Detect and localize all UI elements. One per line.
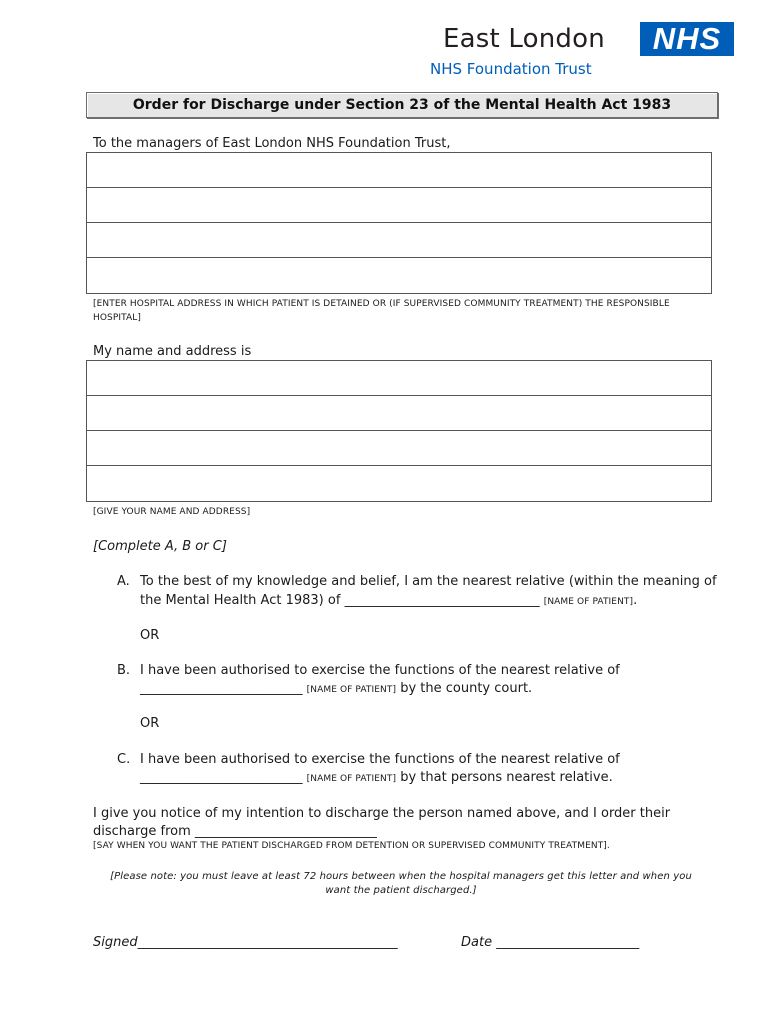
signature-field[interactable]: ________________________________________ (137, 935, 398, 950)
org-subtitle: NHS Foundation Trust (430, 60, 592, 78)
or-separator: OR (140, 628, 160, 643)
discharge-notice: I give you notice of my intention to discharge the person named above, and I order their (93, 806, 671, 821)
option-a-patient-name-field[interactable]: ______________________________ (344, 593, 540, 608)
option-b-text-cont (140, 681, 532, 696)
option-b-patient-name-field[interactable]: _________________________ (140, 681, 303, 696)
hospital-address-line[interactable] (87, 153, 711, 188)
name-address-intro: My name and address is (93, 344, 252, 359)
discharge-caption: [SAY WHEN YOU WANT THE PATIENT DISCHARGED FROM DETENTION OR SUPERVISED COMMUNITY TREATMENT]. (93, 841, 610, 851)
org-name: East London (443, 24, 605, 54)
name-address-line[interactable] (87, 361, 711, 396)
hospital-address-line[interactable] (87, 223, 711, 258)
option-b-label: B. (117, 663, 131, 678)
or-separator: OR (140, 716, 160, 731)
name-address-line[interactable] (87, 431, 711, 466)
hospital-address-caption: [ENTER HOSPITAL ADDRESS IN WHICH PATIENT IS DETAINED OR (IF SUPERVISED COMMUNITY TREATMENT) THE RESPONSIBLE (93, 299, 670, 309)
note-line2: want the patient discharged.] (325, 885, 477, 896)
name-address-line[interactable] (87, 466, 711, 501)
option-c-text-cont (140, 770, 613, 785)
option-b-end: by the county court. (396, 681, 533, 696)
nhs-logo-text: NHS (652, 21, 722, 56)
option-a-period: . (633, 593, 638, 608)
date-field[interactable]: ______________________ (496, 935, 640, 950)
option-a-text: To the best of my knowledge and belief, I am the nearest relative (within the meaning of (140, 574, 717, 589)
option-a-text-cont (140, 593, 637, 608)
option-a-label: A. (117, 574, 130, 589)
option-b-patient-tag: [NAME OF PATIENT] (306, 685, 397, 695)
option-c-end: by that persons nearest relative. (396, 770, 613, 785)
hospital-address-field[interactable] (86, 152, 712, 294)
date-row (461, 935, 639, 950)
option-c-patient-tag: [NAME OF PATIENT] (306, 774, 397, 784)
name-address-caption: [GIVE YOUR NAME AND ADDRESS] (93, 507, 251, 517)
discharge-notice-cont (93, 824, 377, 839)
signature-row (93, 935, 398, 950)
managers-intro: To the managers of East London NHS Foundation Trust, (93, 136, 451, 151)
option-c-text: I have been authorised to exercise the functions of the nearest relative of (140, 752, 620, 767)
name-address-line[interactable] (87, 396, 711, 431)
option-c-patient-name-field[interactable]: _________________________ (140, 770, 303, 785)
option-a-patient-tag: [NAME OF PATIENT] (543, 597, 634, 607)
option-a-text-line2: the Mental Health Act 1983) of (140, 593, 341, 608)
date-label: Date (461, 935, 493, 950)
note-line1: [Please note: you must leave at least 72 hours between when the hospital managers get this letter and when you (110, 871, 692, 882)
option-c-label: C. (117, 752, 131, 767)
name-address-field[interactable] (86, 360, 712, 502)
hospital-address-caption-cont: HOSPITAL] (93, 313, 142, 323)
complete-instruction: [Complete A, B or C] (93, 539, 227, 554)
option-b-text: I have been authorised to exercise the functions of the nearest relative of (140, 663, 620, 678)
hospital-address-line[interactable] (87, 188, 711, 223)
signed-label: Signed (93, 935, 138, 950)
nhs-logo (640, 22, 734, 56)
discharge-from-label: discharge from (93, 824, 191, 839)
form-title-box (86, 92, 718, 118)
form-title: Order for Discharge under Section 23 of the Mental Health Act 1983 (132, 97, 672, 113)
discharge-from-field[interactable]: ____________________________ (194, 824, 377, 839)
hospital-address-line[interactable] (87, 258, 711, 293)
